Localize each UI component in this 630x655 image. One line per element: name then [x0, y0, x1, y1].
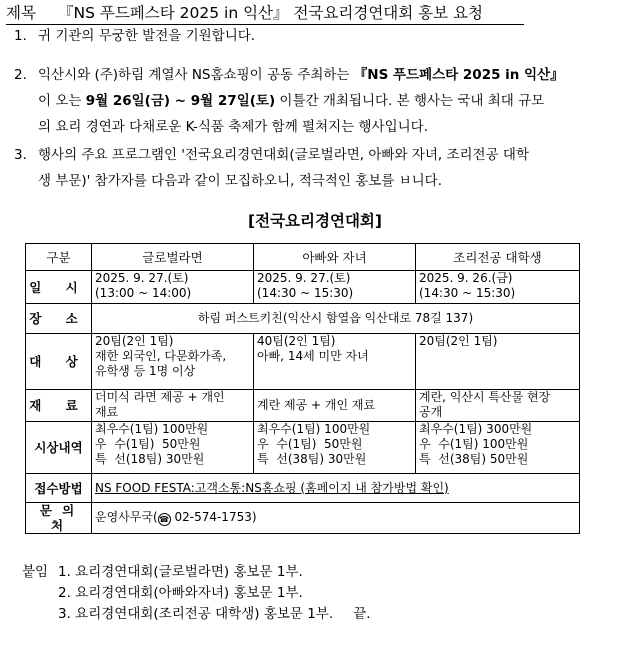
table-row-venue [26, 304, 580, 334]
contact-prefix: 운영사무국( [95, 510, 158, 524]
cell-line: (14:30 ~ 15:30) [419, 286, 516, 300]
table-row-ingredients [26, 390, 580, 422]
paragraph-1-text: 귀 기관의 무궁한 발전을 기원합니다. [38, 28, 256, 44]
table-row-target [26, 334, 580, 390]
cell-line: (14:30 ~ 15:30) [257, 286, 354, 300]
paragraph-1 [14, 23, 614, 49]
paragraph-3 [14, 142, 614, 194]
target-culinary-student [416, 334, 580, 390]
cell-line: 2025. 9. 27.(토) [257, 271, 351, 285]
cell-line: 2025. 9. 26.(금) [419, 271, 513, 285]
date-global-ramen [92, 271, 254, 304]
cell-line: 특 선(38팀) 30만원 [257, 452, 367, 466]
cell-line: 특 선(18팀) 30만원 [95, 452, 205, 466]
cell-line: 40팀(2인 1팀) [257, 334, 336, 348]
paragraph-2-line2-a: 이 오는 [38, 93, 86, 109]
paragraph-3-number: 3. [14, 147, 27, 163]
paragraph-3-line1: 행사의 주요 프로그램인 '전국요리경연대회(글로벌라면, 아빠와 자녀, 조리전공 대학 [38, 147, 529, 163]
contact-phone: 02-574-1753) [170, 510, 257, 524]
cell-line: (13:00 ~ 14:00) [95, 286, 192, 300]
venue-value: 하림 퍼스트키친(익산시 함열읍 익산대로 78길 137) [92, 304, 580, 334]
paragraph-3-line2: 생 부문)' 참가자를 다음과 같이 모집하오니, 적극적인 홍보를 ㅂ니다. [38, 173, 442, 189]
cell-line: 계란, 익산시 특산물 현장 [419, 390, 551, 404]
date-father-child [254, 271, 416, 304]
cell-line: 우 수(1팀) 50만원 [95, 437, 201, 451]
cell-line: 최우수(1팀) 100만원 [257, 422, 371, 436]
cell-line: 우 수(1팀) 50만원 [257, 437, 363, 451]
cell-line: 최우수(1팀) 300만원 [419, 422, 533, 436]
cell-line: 재료 [95, 405, 119, 419]
cell-line: 재한 외국인, 다문화가족, [95, 349, 227, 363]
cell-line: 유학생 등 1명 이상 [95, 364, 196, 378]
target-global-ramen [92, 334, 254, 390]
header-culinary-student: 조리전공 대학생 [416, 244, 580, 271]
paragraph-1-number: 1. [14, 28, 27, 44]
attachments [22, 562, 622, 625]
cell-line: 아빠, 14세 미만 자녀 [257, 349, 369, 363]
table-header-row [26, 244, 580, 271]
prize-father-child [254, 422, 416, 474]
header-global-ramen: 글로벌라면 [92, 244, 254, 271]
ingredients-culinary-student [416, 390, 580, 422]
section-title: [전국요리경연대회] [248, 212, 382, 230]
table-row-prize [26, 422, 580, 474]
header-father-child: 아빠와 자녀 [254, 244, 416, 271]
end-mark: 끝. [353, 606, 371, 622]
cell-line: 최우수(1팀) 100만원 [95, 422, 209, 436]
document-title [6, 2, 524, 25]
cell-line: 20팀(2인 1팀) [95, 334, 174, 348]
contact-value [92, 503, 580, 534]
header-category: 구분 [26, 244, 92, 271]
prize-culinary-student [416, 422, 580, 474]
paragraph-2-line2-c: 이틀간 개최됩니다. 본 행사는 국내 최대 규모 [275, 93, 545, 109]
ingredients-global-ramen [92, 390, 254, 422]
festival-dates: 9월 26일(금) ~ 9월 27일(토) [85, 93, 276, 109]
row-label-date: 일 시 [26, 271, 92, 304]
row-label-apply: 접수방법 [26, 474, 92, 503]
row-label-contact: 문 의 처 [26, 503, 92, 534]
paragraph-2-line3: 의 요리 경연과 다채로운 K-식품 축제가 함께 펼쳐지는 행사입니다. [38, 119, 428, 135]
row-label-venue: 장 소 [26, 304, 92, 334]
cell-line: 우 수(1팀) 100만원 [419, 437, 529, 451]
cell-line: 공개 [419, 405, 443, 419]
title-text: 『NS 푸드페스타 2025 in 익산』 전국요리경연대회 홍보 요청 [58, 4, 483, 22]
row-label-prize: 시상내역 [26, 422, 92, 474]
apply-value-cell [92, 474, 580, 503]
phone-icon: ☎ [159, 515, 170, 524]
paragraph-2-number: 2. [14, 67, 27, 83]
paragraph-2-line1-a: 익산시와 (주)하림 계열사 NS홈쇼핑이 공동 주최하는 [38, 67, 354, 83]
ingredients-father-child [254, 390, 416, 422]
festival-name: 『NS 푸드페스타 2025 in 익산』 [353, 67, 564, 83]
title-label: 제목 [6, 4, 36, 22]
attachments-label: 붙임 [22, 564, 49, 580]
attachment-item-1: 1. 요리경연대회(글로벌라면) 홍보문 1부. [58, 564, 303, 580]
table-row-contact [26, 503, 580, 534]
row-label-target: 대 상 [26, 334, 92, 390]
cell-line: 계란 제공 + 개인 재료 [257, 398, 376, 412]
attachment-item-3: 3. 요리경연대회(조리전공 대학생) 홍보문 1부. [58, 606, 334, 622]
prize-global-ramen [92, 422, 254, 474]
cell-line: 더미식 라면 제공 + 개인 [95, 390, 225, 404]
cell-line: 특 선(38팀) 50만원 [419, 452, 529, 466]
table-row-date [26, 271, 580, 304]
row-label-ingredients: 재 료 [26, 390, 92, 422]
cell-line: 2025. 9. 27.(토) [95, 271, 189, 285]
target-father-child [254, 334, 416, 390]
table-row-apply [26, 474, 580, 503]
contest-table [25, 243, 580, 534]
apply-link[interactable]: NS FOOD FESTA:고객소통:NS홈쇼핑 (홈페이지 내 참가방법 확인) [95, 480, 449, 495]
date-culinary-student [416, 271, 580, 304]
attachment-item-2: 2. 요리경연대회(아빠와자녀) 홍보문 1부. [58, 585, 303, 601]
paragraph-2 [14, 62, 614, 140]
cell-line: 20팀(2인 1팀) [419, 334, 498, 348]
